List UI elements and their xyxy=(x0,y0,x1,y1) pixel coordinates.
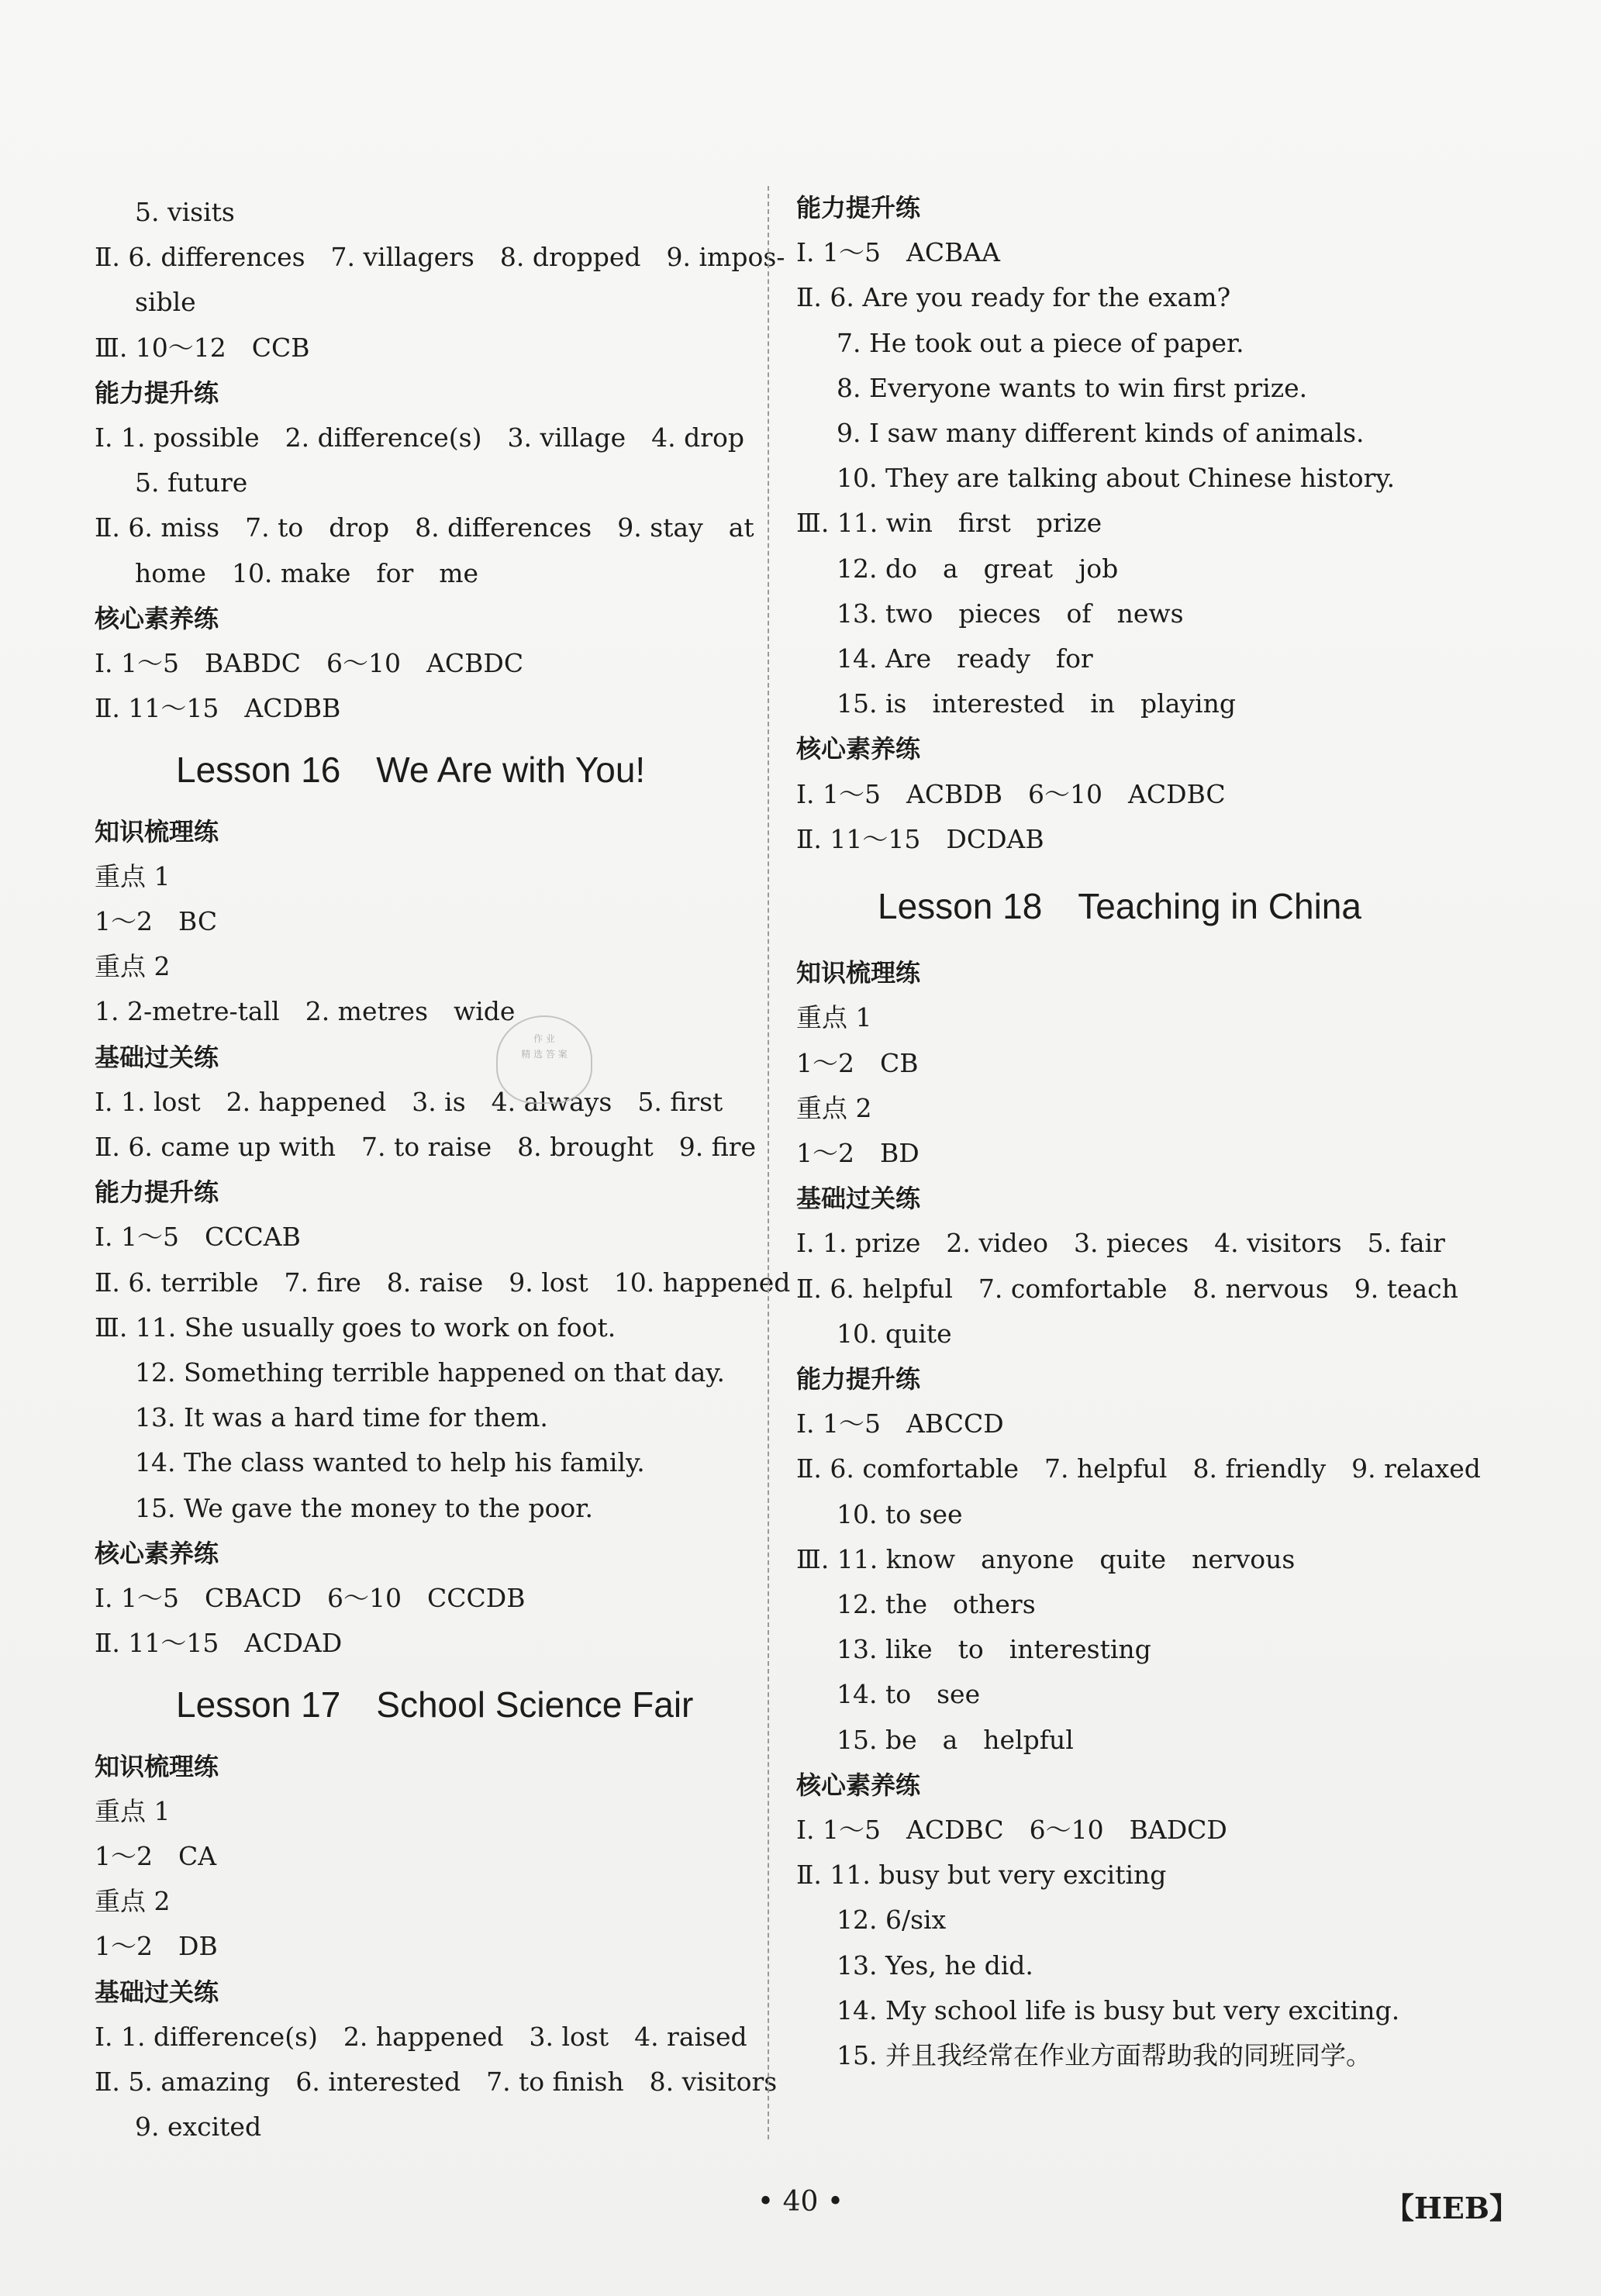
answer-line: 14. to see xyxy=(837,1679,981,1710)
answer-line: 12. 6/six xyxy=(837,1905,947,1936)
section-heading: 知识梳理练 xyxy=(796,958,921,988)
answer-line: 10. to see xyxy=(837,1498,963,1529)
answer-line: Ⅰ. 1. difference(s) 2. happened 3. lost 4. raised xyxy=(95,2021,747,2052)
answer-line: Ⅱ. 6. Are you ready for the exam? xyxy=(796,282,1231,313)
answer-line: Ⅱ. 11～15 ACDBB xyxy=(95,693,341,724)
section-heading: 能力提升练 xyxy=(796,193,921,222)
answer-line: home 10. make for me xyxy=(135,557,479,588)
answer-line: Ⅰ. 1～5 CCCAB xyxy=(95,1222,301,1253)
answer-line: 重点 1 xyxy=(796,1002,872,1033)
section-heading: 能力提升练 xyxy=(796,1364,921,1394)
answer-line: 10. They are talking about Chinese history. xyxy=(837,463,1396,494)
section-heading: 核心素养练 xyxy=(796,1770,921,1800)
answer-line: Ⅱ. 6. differences 7. villagers 8. dropped 9. impos- xyxy=(95,242,785,273)
section-heading: 知识梳理练 xyxy=(95,1751,219,1781)
answer-line: 7. He took out a piece of paper. xyxy=(837,327,1244,358)
section-heading: 核心素养练 xyxy=(796,734,921,764)
answer-line: Ⅱ. 6. comfortable 7. helpful 8. friendly 9. relaxed xyxy=(796,1453,1481,1484)
answer-line: Ⅱ. 11～15 DCDAB xyxy=(796,823,1044,854)
answer-line: 15. We gave the money to the poor. xyxy=(135,1492,593,1523)
answer-line: Ⅲ. 11. know anyone quite nervous xyxy=(796,1543,1296,1574)
answer-line: Ⅱ. 6. miss 7. to drop 8. differences 9. stay at xyxy=(95,512,754,543)
section-heading: 基础过关练 xyxy=(796,1184,921,1214)
lesson-title: Lesson 17 School Science Fair xyxy=(176,1684,694,1725)
answer-line: 15. 并且我经常在作业方面帮助我的同班同学。 xyxy=(837,2040,1372,2070)
answer-line: Ⅰ. 1. lost 2. happened 3. is 4. always 5. first xyxy=(95,1086,723,1117)
answer-line: 14. My school life is busy but very exciting. xyxy=(837,1994,1400,2025)
answer-line: 重点 2 xyxy=(95,951,171,982)
answer-line: Ⅰ. 1. prize 2. video 3. pieces 4. visitors 5. fair xyxy=(796,1228,1445,1259)
lesson-title: Lesson 18 Teaching in China xyxy=(878,886,1361,926)
answer-line: 10. quite xyxy=(837,1318,952,1349)
answer-line: Ⅰ. 1～5 ACDBC 6～10 BADCD xyxy=(796,1815,1227,1845)
answer-line: Ⅰ. 1. possible 2. difference(s) 3. village 4. drop xyxy=(95,422,744,453)
answer-line: 8. Everyone wants to win first prize. xyxy=(837,372,1308,403)
section-heading: 知识梳理练 xyxy=(95,816,219,846)
answer-line: 1～2 CB xyxy=(796,1047,919,1078)
answer-line: 重点 1 xyxy=(95,1795,171,1826)
answer-line: 12. do a great job xyxy=(837,553,1119,584)
answer-line: Ⅰ. 1～5 BABDC 6～10 ACBDC xyxy=(95,648,524,678)
publisher-tag: 【HEB】 xyxy=(1385,2191,1519,2225)
answer-line: 13. Yes, he did. xyxy=(837,1950,1033,1981)
answer-line: 1～2 DB xyxy=(95,1931,218,1962)
answer-line: Ⅲ. 11. She usually goes to work on foot. xyxy=(95,1312,616,1343)
answer-line: Ⅲ. 11. win first prize xyxy=(796,508,1102,539)
answer-line: 1～2 CA xyxy=(95,1841,217,1871)
answer-line: sible xyxy=(135,287,196,318)
answer-line: Ⅰ. 1～5 CBACD 6～10 CCCDB xyxy=(95,1583,526,1613)
section-heading: 核心素养练 xyxy=(95,1538,219,1568)
answer-line: 13. like to interesting xyxy=(837,1634,1151,1665)
answer-line: Ⅲ. 10～12 CCB xyxy=(95,332,310,363)
answer-line: Ⅱ. 11. busy but very exciting xyxy=(796,1860,1167,1891)
answer-line: Ⅱ. 11～15 ACDAD xyxy=(95,1628,343,1659)
answer-line: 重点 2 xyxy=(796,1092,872,1123)
answer-line: Ⅱ. 6. came up with 7. to raise 8. brought 9. fire xyxy=(95,1132,757,1162)
section-heading: 基础过关练 xyxy=(95,1977,219,2007)
answer-line: 12. the others xyxy=(837,1589,1036,1619)
answer-line: 12. Something terrible happened on that day. xyxy=(135,1357,725,1388)
answer-line: 14. Are ready for xyxy=(837,643,1093,674)
answer-line: 15. is interested in playing xyxy=(837,688,1236,719)
answer-line: 13. two pieces of news xyxy=(837,598,1184,629)
answer-line: 15. be a helpful xyxy=(837,1724,1074,1755)
answer-line: 1～2 BC xyxy=(95,906,218,936)
answer-line: Ⅰ. 1～5 ACBAA xyxy=(796,237,1001,268)
watermark-stamp: 作 业 精 选 答 案 xyxy=(496,1015,592,1104)
section-heading: 基础过关练 xyxy=(95,1042,219,1072)
section-heading: 核心素养练 xyxy=(95,603,219,633)
column-divider xyxy=(768,186,769,2139)
answer-line: 13. It was a hard time for them. xyxy=(135,1402,548,1433)
answer-line: Ⅱ. 6. terrible 7. fire 8. raise 9. lost 10. happened xyxy=(95,1267,791,1298)
answer-line: 14. The class wanted to help his family. xyxy=(135,1447,645,1478)
answer-line: 1. 2-metre-tall 2. metres wide xyxy=(95,996,516,1027)
lesson-title: Lesson 16 We Are with You! xyxy=(176,750,646,791)
answer-line: 9. excited xyxy=(135,2112,262,2143)
answer-line: Ⅱ. 5. amazing 6. interested 7. to finish 8. visitors xyxy=(95,2067,778,2097)
answer-line: 1～2 BD xyxy=(796,1138,920,1168)
answer-line: 5. future xyxy=(135,467,248,498)
answer-line: 重点 2 xyxy=(95,1886,171,1917)
answer-line: 重点 1 xyxy=(95,860,171,891)
page-number: • 40 • xyxy=(757,2186,844,2218)
answer-line: Ⅱ. 6. helpful 7. comfortable 8. nervous 9. teach xyxy=(796,1273,1458,1304)
section-heading: 能力提升练 xyxy=(95,377,219,408)
answer-line: 5. visits xyxy=(135,197,235,227)
answer-line: 9. I saw many different kinds of animals. xyxy=(837,418,1365,448)
section-heading: 能力提升练 xyxy=(95,1177,219,1208)
answer-line: Ⅰ. 1～5 ACBDB 6～10 ACDBC xyxy=(796,778,1226,809)
answer-line: Ⅰ. 1～5 ABCCD xyxy=(796,1408,1004,1439)
